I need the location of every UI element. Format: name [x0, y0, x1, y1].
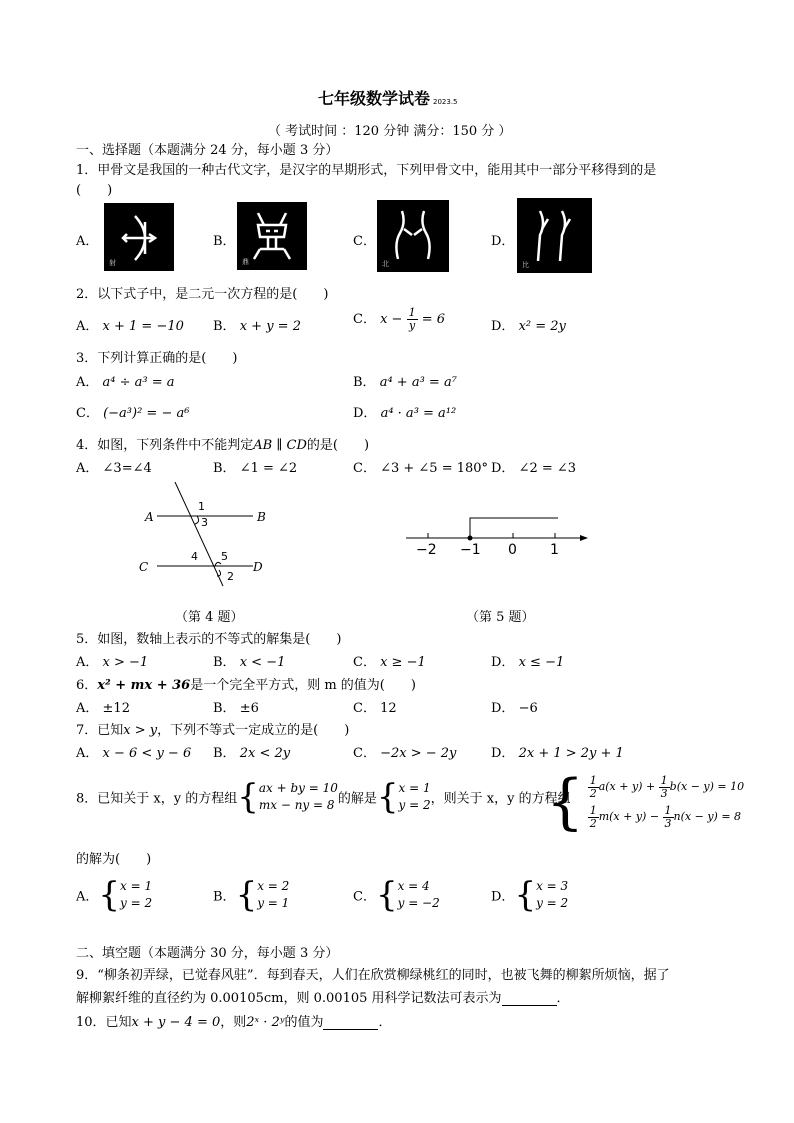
q1-label-c: C． — [353, 234, 376, 249]
tick-label-0: 0 — [508, 542, 517, 558]
fraction-half — [588, 805, 599, 830]
q7-text — [76, 719, 349, 738]
q6-expression: x² + mx + 36 — [97, 678, 191, 693]
option-letter: C． — [353, 461, 376, 476]
figure-4-diagram — [135, 478, 275, 588]
q1-paren: ( ) — [76, 183, 113, 198]
fraction-third — [659, 775, 670, 800]
q7-option-b — [213, 742, 290, 761]
label-c: C — [139, 560, 149, 574]
caption-ding: 鼎 — [242, 258, 249, 266]
fraction-numerator: 1 — [408, 306, 416, 319]
option-letter: A． — [76, 746, 99, 761]
option-letter: D． — [353, 406, 377, 421]
option-text: ±6 — [239, 701, 259, 716]
fraction-denominator: y — [408, 319, 416, 332]
option-letter: B． — [353, 375, 376, 390]
brace-icon: { — [237, 777, 259, 817]
option-text: −2x > − 2y — [380, 746, 457, 761]
figure-5-caption: （第 5 题） — [466, 610, 535, 625]
option-system — [536, 878, 568, 912]
q5-option-d — [491, 651, 564, 670]
caption-she: 射 — [109, 259, 116, 267]
system-3-line-1 — [588, 772, 744, 802]
option-text: a⁴ + a³ = a⁷ — [379, 375, 457, 390]
option-letter: D． — [491, 319, 515, 334]
q8-option-b — [213, 875, 290, 915]
fraction-numerator: 1 — [589, 773, 597, 787]
title-text: 七年级数学试卷 — [318, 89, 431, 108]
q1-label-d: D． — [491, 234, 515, 249]
system-line: y = 2 — [398, 798, 431, 812]
fraction-denominator: 2 — [589, 816, 597, 830]
brace-icon: { — [98, 875, 121, 915]
q6-text — [76, 674, 416, 693]
q3-option-b — [353, 371, 457, 390]
figure-4-caption: （第 4 题） — [175, 610, 244, 625]
brace-icon: { — [375, 875, 398, 915]
exam-date: 2023.5 — [433, 98, 458, 106]
option-letter: C． — [353, 889, 376, 905]
brace-icon: { — [235, 875, 258, 915]
option-text: 2x + 1 > 2y + 1 — [518, 746, 624, 761]
option-letter: A． — [76, 375, 99, 390]
q6-option-a — [76, 697, 130, 716]
q4-text — [76, 434, 369, 453]
q1-text: 1．甲骨文是我国的一种古代文字，是汉字的早期形式，下列甲骨文中，能用其中一部分平移得到的是 — [76, 163, 657, 178]
brace-icon: { — [376, 777, 399, 817]
label-a: A — [145, 510, 154, 524]
q2-option-b — [213, 315, 301, 334]
q3-option-a — [76, 371, 175, 390]
q8-system-3 — [546, 767, 745, 837]
system-3-lines — [588, 772, 744, 832]
option-letter: D． — [491, 461, 515, 476]
system-3-term-a: a(x + y) + — [598, 780, 659, 793]
q5-option-b — [213, 651, 285, 670]
q8-text — [76, 777, 571, 817]
option-system — [257, 878, 289, 912]
axis-arrow — [580, 535, 588, 541]
q9-line-1: 9．“柳条初弄绿，已觉春风驻”．每到春天，人们在欣赏柳绿桃红的同时，也被飞舞的柳絮所烦恼，据了 — [76, 968, 670, 983]
option-text: −6 — [518, 701, 538, 716]
fraction-denominator: 3 — [664, 816, 672, 830]
fraction-denominator: 3 — [660, 786, 668, 800]
system-line: y = 1 — [257, 896, 290, 910]
tick-label-minus-2: −2 — [416, 542, 437, 558]
option-text: (−a³)² = − a⁶ — [103, 406, 190, 421]
angle-label-3: 3 — [201, 516, 208, 529]
page-title — [318, 86, 458, 109]
fraction-numerator: 1 — [664, 803, 672, 817]
option-text: 2x < 2y — [239, 746, 291, 761]
q4-option-c — [353, 457, 488, 476]
q6-option-b — [213, 697, 259, 716]
solution-ray — [470, 518, 558, 538]
q3-option-c — [76, 402, 189, 421]
transversal — [175, 482, 223, 586]
tick-label-1: 1 — [550, 542, 559, 558]
system-line: x = 4 — [397, 879, 430, 893]
system-line: y = −2 — [397, 896, 440, 910]
q4-text-end: 的是( ) — [306, 438, 370, 453]
oracle-bone-image-bi — [517, 198, 592, 273]
system-3-term-b: b(x − y) = 10 — [669, 780, 745, 793]
system-line: x = 2 — [257, 879, 290, 893]
option-letter: B． — [213, 319, 236, 334]
oracle-bone-image-bei — [377, 200, 449, 272]
caption-bi: 比 — [522, 261, 529, 269]
option-text: ±12 — [102, 701, 130, 716]
q3-text: 3．下列计算正确的是( ) — [76, 351, 238, 366]
option-letter: D． — [491, 701, 515, 716]
q2-option-a — [76, 315, 184, 334]
q2-text: 2．以下式子中，是二元一次方程的是( ) — [76, 287, 329, 302]
q10-expression: 2ˣ · 2ʸ — [246, 1015, 285, 1030]
q8-option-d — [491, 875, 569, 915]
system-3-term-n: n(x − y) = 8 — [673, 810, 742, 823]
option-letter: B． — [213, 655, 236, 670]
option-text: a⁴ · a³ = a¹² — [380, 406, 457, 421]
q2-option-d — [491, 315, 566, 334]
option-text: = 6 — [421, 312, 446, 327]
option-letter: A． — [76, 319, 99, 334]
option-text: x + y = 2 — [239, 319, 301, 334]
q7-expression: x > y — [123, 723, 158, 738]
q6-text-end: 是一个完全平方式，则 m 的值为( ) — [190, 678, 416, 693]
q1-label-b: B． — [213, 234, 236, 249]
q7-option-d — [491, 742, 624, 761]
q4-option-b — [213, 457, 297, 476]
angle-label-1: 1 — [198, 500, 205, 513]
option-text: x ≤ −1 — [518, 655, 565, 670]
fraction-third — [663, 805, 674, 830]
system-line: x = 1 — [120, 879, 153, 893]
q7-text-start: 7．已知 — [76, 723, 124, 738]
oracle-bone-image-ding — [237, 202, 307, 270]
option-text: x − — [380, 312, 407, 327]
brace-icon: { — [546, 767, 585, 837]
option-letter: C． — [353, 746, 376, 761]
option-letter: B． — [213, 461, 236, 476]
option-text: x ≥ −1 — [380, 655, 426, 670]
q3-option-d — [353, 402, 456, 421]
q5-option-c — [353, 651, 426, 670]
system-line: x = 3 — [536, 879, 569, 893]
q1-label-a: A． — [76, 234, 99, 249]
exam-info: （ 考试时间 ：120 分钟 满分：150 分 ） — [268, 124, 512, 139]
system-line: y = 2 — [120, 896, 153, 910]
label-b: B — [257, 510, 266, 524]
q8-option-c — [353, 875, 440, 915]
q8-text-1: 8．已知关于 x，y 的方程组 — [76, 791, 238, 807]
q9-end: ． — [556, 991, 570, 1006]
option-text: x > −1 — [102, 655, 149, 670]
q4-text-start: 4．如图，下列条件中不能判定 — [76, 438, 254, 453]
q9-line-2-text: 解柳絮纤维的直径约为 0.00105cm，则 0.00105 用科学记数法可表示为 — [76, 991, 502, 1006]
system-line: x = 1 — [398, 781, 431, 795]
option-letter: D． — [491, 746, 515, 761]
fraction-half — [588, 775, 599, 800]
option-letter: D． — [491, 655, 515, 670]
option-letter: A． — [76, 701, 99, 716]
option-text: ∠3 + ∠5 = 180° — [380, 461, 489, 476]
q2-option-c — [353, 307, 445, 332]
caption-bei: 北 — [382, 260, 389, 268]
section-1-heading: 一、选择题（本题满分 24 分，每小题 3 分） — [76, 143, 339, 158]
q8-system-1 — [259, 780, 338, 814]
q4-parallel-expr: AB ∥ CD — [253, 438, 307, 453]
q10-text — [76, 1011, 391, 1030]
q7-option-a — [76, 742, 191, 761]
q10-equation: x + y − 4 = 0 — [131, 1015, 221, 1030]
q8-text-2: 的解是 — [337, 791, 377, 807]
option-text: ∠1 = ∠2 — [239, 461, 298, 476]
q4-option-a — [76, 457, 152, 476]
option-letter: D． — [491, 889, 515, 905]
q6-option-c — [353, 697, 397, 716]
option-text: x − 6 < y − 6 — [102, 746, 192, 761]
option-text: ∠2 = ∠3 — [518, 461, 577, 476]
option-text: x + 1 = −10 — [102, 319, 184, 334]
brace-icon: { — [514, 875, 537, 915]
option-letter: A． — [76, 655, 99, 670]
option-letter: B． — [213, 889, 236, 905]
fraction-numerator: 1 — [660, 773, 668, 787]
q7-option-c — [353, 742, 456, 761]
q10-text-end: 的值为 — [284, 1015, 324, 1030]
option-system — [398, 878, 440, 912]
q9-line-2 — [76, 987, 570, 1006]
fraction-denominator: 2 — [589, 786, 597, 800]
angle-label-4: 4 — [191, 550, 198, 563]
tick-label-minus-1: −1 — [460, 542, 481, 558]
q10-answer-blank[interactable] — [323, 1017, 378, 1030]
oracle-bone-image-she — [104, 203, 174, 271]
system-line: ax + by = 10 — [258, 781, 338, 795]
figure-5-number-line — [402, 508, 594, 560]
q5-option-a — [76, 651, 148, 670]
system-3-term-m: m(x + y) − — [598, 810, 663, 823]
option-system — [120, 878, 152, 912]
system-3-line-2 — [588, 802, 744, 832]
option-text: ∠3=∠4 — [102, 461, 152, 476]
q8-option-a — [76, 875, 153, 915]
angle-label-2: 2 — [227, 570, 234, 583]
q8-system-2 — [399, 780, 431, 814]
angle-label-5: 5 — [221, 550, 228, 563]
q6-number: 6． — [76, 678, 98, 693]
option-letter: B． — [213, 701, 236, 716]
fraction-numerator: 1 — [589, 803, 597, 817]
label-d: D — [253, 560, 263, 574]
option-text: 12 — [380, 701, 397, 716]
section-2-heading: 二、填空题（本题满分 30 分，每小题 3 分） — [76, 946, 339, 961]
q8-text-4: 的解为( ) — [76, 852, 152, 867]
option-letter: A． — [76, 461, 99, 476]
option-text: a⁴ ÷ a³ = a — [102, 375, 175, 390]
q10-text-start: 10．已知 — [76, 1015, 132, 1030]
q4-option-d — [491, 457, 576, 476]
option-letter: A． — [76, 889, 99, 905]
option-text: x < −1 — [239, 655, 286, 670]
option-letter: B． — [213, 746, 236, 761]
system-line: mx − ny = 8 — [258, 798, 335, 812]
q6-option-d — [491, 697, 538, 716]
system-line: y = 2 — [536, 896, 569, 910]
q5-text: 5．如图，数轴上表示的不等式的解集是( ) — [76, 632, 342, 647]
option-text: x² = 2y — [518, 319, 566, 334]
option-letter: C． — [353, 312, 376, 327]
q9-answer-blank[interactable] — [502, 993, 557, 1006]
option-letter: C． — [76, 406, 99, 421]
angle-arc-3 — [195, 516, 199, 524]
q8-text-3: ，则关于 x，y 的方程组 — [430, 791, 571, 807]
option-letter: C． — [353, 655, 376, 670]
q10-end: ． — [378, 1015, 392, 1030]
fraction-1-over-y — [407, 307, 418, 332]
q7-text-end: ，下列不等式一定成立的是( ) — [157, 723, 350, 738]
q10-text-mid: ，则 — [220, 1015, 247, 1030]
option-letter: C． — [353, 701, 376, 716]
